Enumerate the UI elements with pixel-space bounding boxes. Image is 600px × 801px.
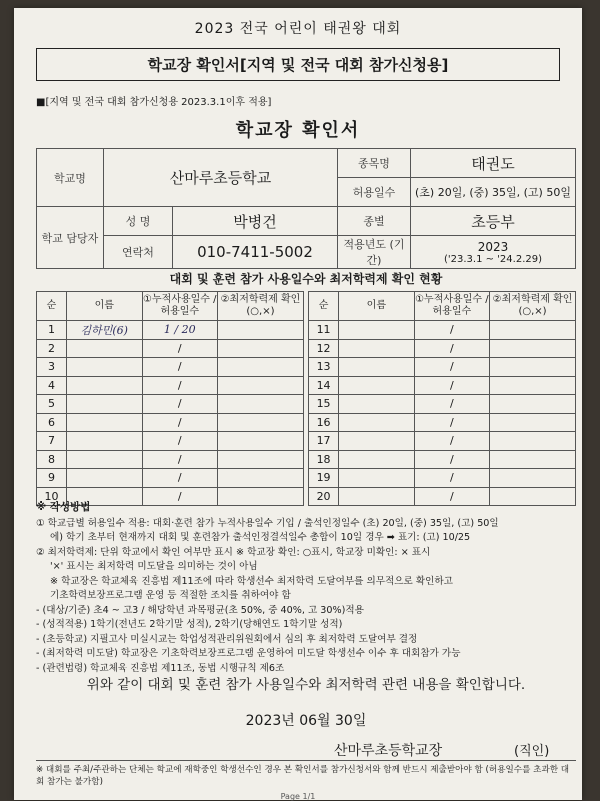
row-check — [218, 321, 304, 340]
table-row — [37, 376, 576, 395]
instruction-line: - (성적적용) 1학기(전년도 2학기말 성적), 2학기(당해연도 1학기말 성적) — [36, 619, 343, 630]
event-title: 2023 전국 어린이 태권왕 대회 — [194, 21, 402, 37]
row-no: 11 — [309, 321, 339, 340]
name-value: 박병건 — [173, 207, 338, 236]
col-no-left: 순 — [37, 292, 67, 321]
row-no: 7 — [37, 432, 67, 451]
roster-section-title: 대회 및 훈련 참가 사용일수와 최저학력제 확인 현황 — [169, 272, 443, 286]
col-name-left: 이름 — [67, 292, 143, 321]
roster-table — [36, 291, 576, 506]
row-no: 10 — [37, 487, 67, 506]
row-days: / — [414, 432, 490, 451]
row-days: / — [142, 469, 218, 488]
row-name: 김하민(6) — [67, 321, 143, 340]
row-check — [218, 339, 304, 358]
row-no: 16 — [309, 413, 339, 432]
row-days: / — [414, 395, 490, 414]
official-seal: (직인) — [514, 744, 550, 759]
school-label: 학교명 — [37, 149, 104, 207]
staff-label: 학교 담당자 — [37, 207, 104, 269]
table-row — [37, 469, 576, 488]
row-days: / — [142, 358, 218, 377]
row-days: / — [142, 432, 218, 451]
row-days: / — [414, 469, 490, 488]
row-name — [339, 339, 415, 358]
row-no: 17 — [309, 432, 339, 451]
row-name — [339, 469, 415, 488]
row-check — [490, 339, 576, 358]
row-days: / — [414, 413, 490, 432]
table-row — [37, 395, 576, 414]
row-days: / — [142, 413, 218, 432]
row-name — [339, 376, 415, 395]
row-check — [490, 413, 576, 432]
instructions-title: ※ 작성방법 — [36, 501, 91, 513]
row-no: 15 — [309, 395, 339, 414]
row-name — [67, 450, 143, 469]
form-banner: 학교장 확인서[지역 및 전국 대회 참가신청용] — [36, 48, 560, 81]
row-days: / — [142, 376, 218, 395]
row-days: / — [414, 376, 490, 395]
contact-label: 연락처 — [104, 236, 173, 269]
instruction-line: 에) 학기 초부터 현재까지 대회 및 훈련참가 출석인정결석일수 총합이 10일 경우 ➡ 표기: (고) 10/25 — [50, 532, 471, 543]
instruction-line: ※ 학교장은 학교체육 진흥법 제11조에 따라 학생선수 최저학력 도달여부를 의무적으로 확인하고 — [50, 575, 453, 587]
row-check — [490, 321, 576, 340]
sport-label: 종목명 — [338, 149, 411, 178]
issue-date: 2023년 06월 30일 — [245, 713, 367, 729]
sport-value: 태권도 — [411, 149, 576, 178]
row-no: 14 — [309, 376, 339, 395]
row-days: / — [414, 339, 490, 358]
table-row — [37, 339, 576, 358]
table-row — [37, 321, 576, 340]
row-check — [218, 395, 304, 414]
year-value: 2023 — [477, 239, 509, 254]
row-name — [67, 395, 143, 414]
row-days: / — [414, 358, 490, 377]
row-days: / — [142, 395, 218, 414]
row-check — [490, 395, 576, 414]
row-days: / — [142, 339, 218, 358]
row-name — [67, 469, 143, 488]
contact-value: 010-7411-5002 — [173, 236, 338, 269]
row-check — [490, 358, 576, 377]
row-days: / — [414, 487, 490, 506]
row-name — [67, 432, 143, 451]
row-days: / — [414, 450, 490, 469]
row-check — [218, 432, 304, 451]
row-name — [339, 432, 415, 451]
row-days: / — [142, 487, 218, 506]
row-no: 19 — [309, 469, 339, 488]
row-no: 12 — [309, 339, 339, 358]
instruction-line: - (초등학교) 지필고사 미실시교는 학업성적관리위원회에서 심의 후 최저학력 도달여부 결정 — [36, 633, 418, 645]
year-label: 적용년도 (기간) — [338, 236, 411, 269]
instruction-line: ① 학교급별 허용일수 적용: 대회·훈련 참가 누적사용일수 기입 / 출석인정일수 (초) 20일, (중) 35일, (고) 50일 — [36, 517, 499, 529]
row-no: 6 — [37, 413, 67, 432]
row-name — [67, 376, 143, 395]
row-check — [218, 469, 304, 488]
row-no: 9 — [37, 469, 67, 488]
instruction-line: 기초학력보장프로그램 운영 등 적절한 조치를 취하여야 함 — [50, 590, 291, 601]
row-days: / — [142, 450, 218, 469]
row-days: 1 / 20 — [142, 321, 218, 340]
instruction-line: - (대상/기준) 초4 ~ 고3 / 해당학년 과목평균(초 50%, 중 40%, 고 30%)적용 — [36, 604, 364, 616]
row-check — [490, 469, 576, 488]
row-name — [339, 413, 415, 432]
page-number: Page 1/1 — [280, 792, 316, 801]
principal-name: 산마루초등학교장 — [334, 743, 443, 759]
division-label: 종별 — [338, 207, 411, 236]
col-check-right: ②최저학력제 확인(○,×) — [490, 292, 576, 321]
row-name — [339, 395, 415, 414]
document-page — [14, 8, 582, 800]
instructions — [36, 500, 576, 676]
row-check — [218, 376, 304, 395]
row-check — [218, 358, 304, 377]
row-check — [218, 450, 304, 469]
row-no: 3 — [37, 358, 67, 377]
instruction-line: ② 최저학력제: 단위 학교에서 확인 여부만 표시 ※ 학교장 확인: ○표시, 학교장 미확인: × 표시 — [36, 546, 431, 558]
row-check — [218, 413, 304, 432]
table-row — [37, 358, 576, 377]
year-cell — [411, 236, 576, 269]
footnote: ※ 대회를 주최/주관하는 단체는 학교에 재학중인 학생선수인 경우 본 확인서를 참가신청서와 함께 반드시 제출받아야 함 (허용일수를 초과한 대회 참가는 불가함) — [36, 760, 576, 788]
row-name — [67, 339, 143, 358]
school-value: 산마루초등학교 — [104, 149, 338, 207]
applicability-note: ■[지역 및 전국 대회 참가신청용 2023.3.1이후 적용] — [36, 97, 272, 108]
instruction-line: - (최저학력 미도달) 학교장은 기초학력보장프로그램 운영하여 미도달 학생선수 이수 후 대회참가 가능 — [36, 648, 461, 659]
row-check — [490, 450, 576, 469]
row-no: 20 — [309, 487, 339, 506]
instruction-line: - (관련법령) 학교체육 진흥법 제11조, 동법 시행규칙 제6조 — [36, 662, 285, 674]
row-no: 1 — [37, 321, 67, 340]
col-name-right: 이름 — [339, 292, 415, 321]
row-no: 18 — [309, 450, 339, 469]
row-name — [339, 321, 415, 340]
row-no: 2 — [37, 339, 67, 358]
row-no: 5 — [37, 395, 67, 414]
row-no: 4 — [37, 376, 67, 395]
row-name — [339, 358, 415, 377]
confirmation-statement: 위와 같이 대회 및 훈련 참가 사용일수와 최저학력 관련 내용을 확인합니다. — [86, 677, 526, 693]
row-days: / — [414, 321, 490, 340]
row-no: 8 — [37, 450, 67, 469]
allowed-days-value: (초) 20일, (중) 35일, (고) 50일 — [411, 178, 576, 207]
table-row — [37, 450, 576, 469]
table-row — [37, 413, 576, 432]
table-row — [37, 432, 576, 451]
row-no: 13 — [309, 358, 339, 377]
col-days-left: ①누적사용일수 /허용일수 — [142, 292, 218, 321]
row-name — [67, 413, 143, 432]
col-check-left: ②최저학력제 확인(○,×) — [218, 292, 304, 321]
allowed-days-label: 허용일수 — [338, 178, 411, 207]
year-period: ('23.3.1 ~ '24.2.29) — [443, 253, 542, 265]
school-info-table — [36, 148, 576, 269]
instruction-line: '×' 표시는 최저학력 미도달을 의미하는 것이 아님 — [50, 561, 258, 572]
row-check — [490, 376, 576, 395]
col-days-right: ①누적사용일수 /허용일수 — [414, 292, 490, 321]
document-title: 학교장 확인서 — [235, 120, 361, 141]
col-no-right: 순 — [309, 292, 339, 321]
division-value: 초등부 — [411, 207, 576, 236]
name-label: 성 명 — [104, 207, 173, 236]
row-name — [339, 450, 415, 469]
row-check — [490, 432, 576, 451]
row-name — [67, 358, 143, 377]
